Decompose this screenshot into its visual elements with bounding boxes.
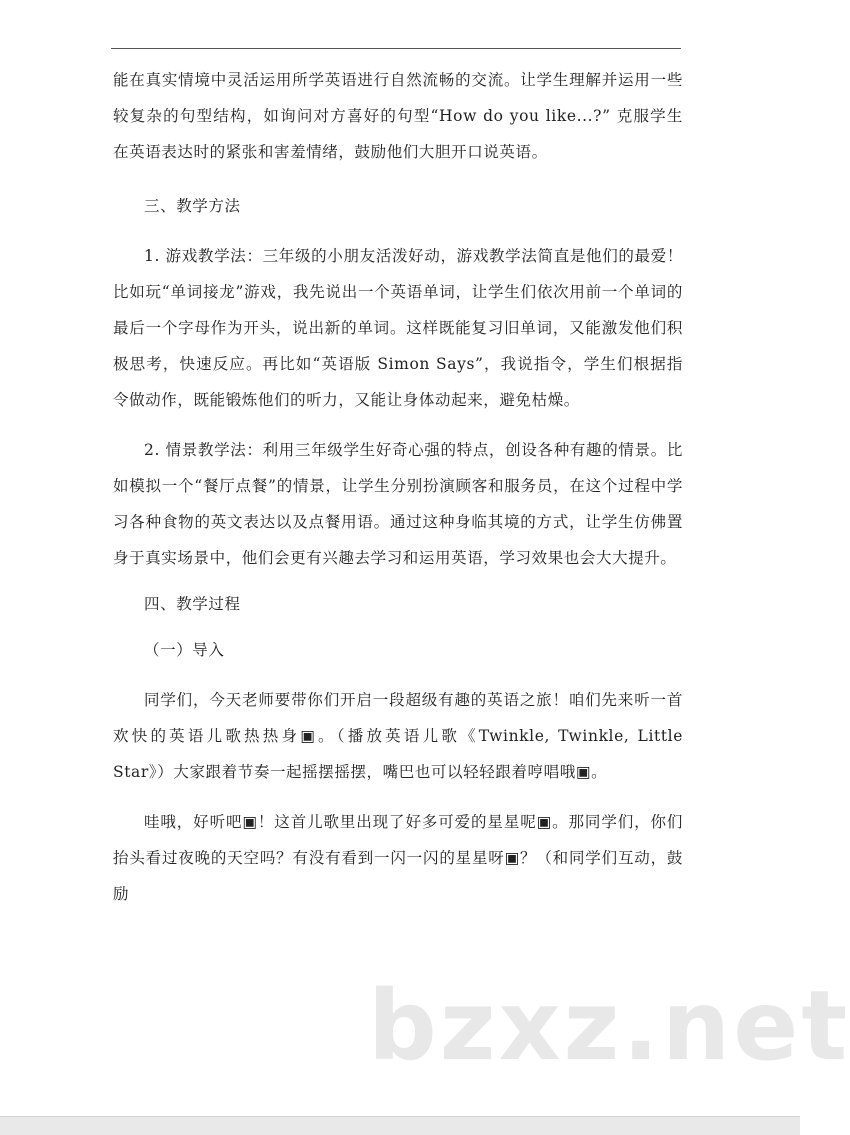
document-body	[113, 62, 683, 912]
paragraph-situational-method: 2. 情景教学法：利用三年级学生好奇心强的特点，创设各种有趣的情景。比如模拟一个“餐厅点餐”的情景，让学生分别扮演顾客和服务员，在这个过程中学习各种食物的英文表达以及点餐用语。通过这种身临其境的方式，让学生仿佛置身于真实场景中，他们会更有兴趣去学习和运用英语，学习效果也会大大提升。	[113, 441, 683, 567]
paragraph-warmup-song: 同学们，今天老师要带你们开启一段超级有趣的英语之旅！咱们先来听一首欢快的英语儿歌热热身▣。（播放英语儿歌《Twinkle, Twinkle, Little Star》）大家跟着节奏一起摇摆摇摆，嘴巴也可以轻轻跟着哼唱哦▣。	[113, 691, 683, 781]
header-rule	[111, 48, 681, 49]
section-heading-teaching-process: 四、教学过程	[144, 595, 241, 613]
section-heading-teaching-methods: 三、教学方法	[144, 197, 241, 215]
paragraph-game-method: 1. 游戏教学法：三年级的小朋友活泼好动，游戏教学法简直是他们的最爱！比如玩“单词接龙”游戏，我先说出一个英语单词，让学生们依次用前一个单词的最后一个字母作为开头，说出新的单词。这样既能复习旧单词，又能激发他们积极思考，快速反应。再比如“英语版 Simon Says”，我说指令，学生们根据指令做动作，既能锻炼他们的听力，又能让身体动起来，避免枯燥。	[113, 247, 683, 409]
page-bottom-bar	[0, 1116, 800, 1135]
paragraph-stars-discussion: 哇哦，好听吧▣！这首儿歌里出现了好多可爱的星星呢▣。那同学们，你们抬头看过夜晚的天空吗？有没有看到一闪一闪的星星呀▣？（和同学们互动，鼓励	[113, 813, 683, 903]
paragraph-objectives-end: 能在真实情境中灵活运用所学英语进行自然流畅的交流。让学生理解并运用一些较复杂的句型结构，如询问对方喜好的句型“How do you like...?” 克服学生在英语表达时的紧张和害羞情绪，鼓励他们大胆开口说英语。	[113, 71, 683, 161]
subsection-heading-introduction: （一）导入	[144, 641, 225, 659]
site-watermark: bzxz.net	[368, 970, 850, 1082]
